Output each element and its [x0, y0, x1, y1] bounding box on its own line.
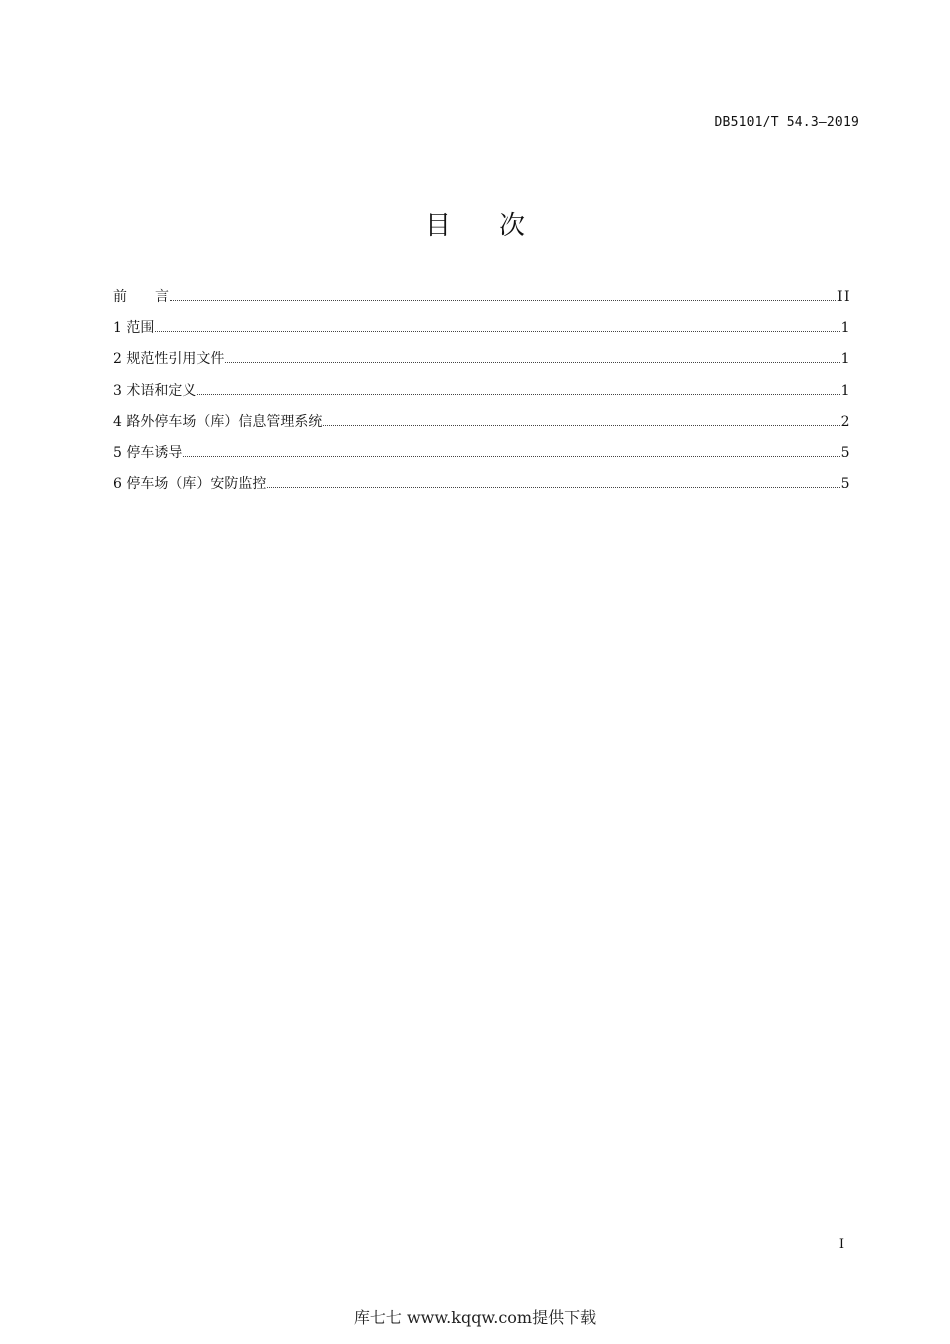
toc-entry-label: 术语和定义 [126, 382, 197, 399]
toc-entry-number: 5 [113, 444, 127, 461]
toc-entry-number: 6 [113, 476, 127, 493]
table-of-contents [113, 286, 851, 504]
toc-entry-label: 规范性引用文件 [126, 351, 225, 368]
toc-dot-leader [267, 486, 839, 488]
footer-watermark: 库七七 www.kqqw.com提供下载 [353, 1308, 597, 1327]
toc-entry-foreword[interactable] [113, 286, 851, 317]
toc-entry-label: 停车诱导 [126, 444, 183, 461]
toc-dot-leader [183, 455, 839, 457]
toc-entry-parking-info-system[interactable] [113, 411, 851, 442]
toc-entry-label: 停车场（库）安防监控 [126, 476, 267, 493]
toc-dot-leader [323, 424, 839, 426]
toc-entry-number: 4 [113, 413, 127, 430]
document-code: DB5101/T 54.3—2019 [714, 115, 859, 130]
page-number: I [838, 1237, 844, 1252]
toc-entry-label: 前 言 [113, 289, 169, 305]
page-title: 目次 [424, 211, 573, 241]
toc-dot-leader [155, 330, 839, 332]
toc-entry-page: 5 [840, 444, 851, 461]
toc-entry-page: 1 [840, 382, 851, 399]
toc-entry-parking-guidance[interactable] [113, 442, 851, 473]
toc-entry-security-monitoring[interactable] [113, 473, 851, 504]
toc-dot-leader [197, 393, 839, 395]
toc-entry-page: 5 [840, 476, 851, 493]
toc-dot-leader [225, 361, 839, 363]
toc-entry-normative-references[interactable] [113, 348, 851, 379]
toc-entry-scope[interactable] [113, 317, 851, 348]
toc-entry-number: 3 [113, 382, 127, 399]
toc-entry-page: 2 [840, 413, 851, 430]
toc-dot-leader [170, 299, 836, 301]
toc-entry-number: 1 [113, 320, 127, 337]
toc-entry-label: 范围 [126, 320, 155, 337]
toc-entry-number: 2 [113, 351, 127, 368]
toc-entry-label: 路外停车场（库）信息管理系统 [126, 413, 323, 430]
toc-entry-terms-definitions[interactable] [113, 380, 851, 411]
toc-entry-page: 1 [840, 320, 851, 337]
toc-entry-page: II [836, 289, 851, 305]
toc-entry-page: 1 [840, 351, 851, 368]
